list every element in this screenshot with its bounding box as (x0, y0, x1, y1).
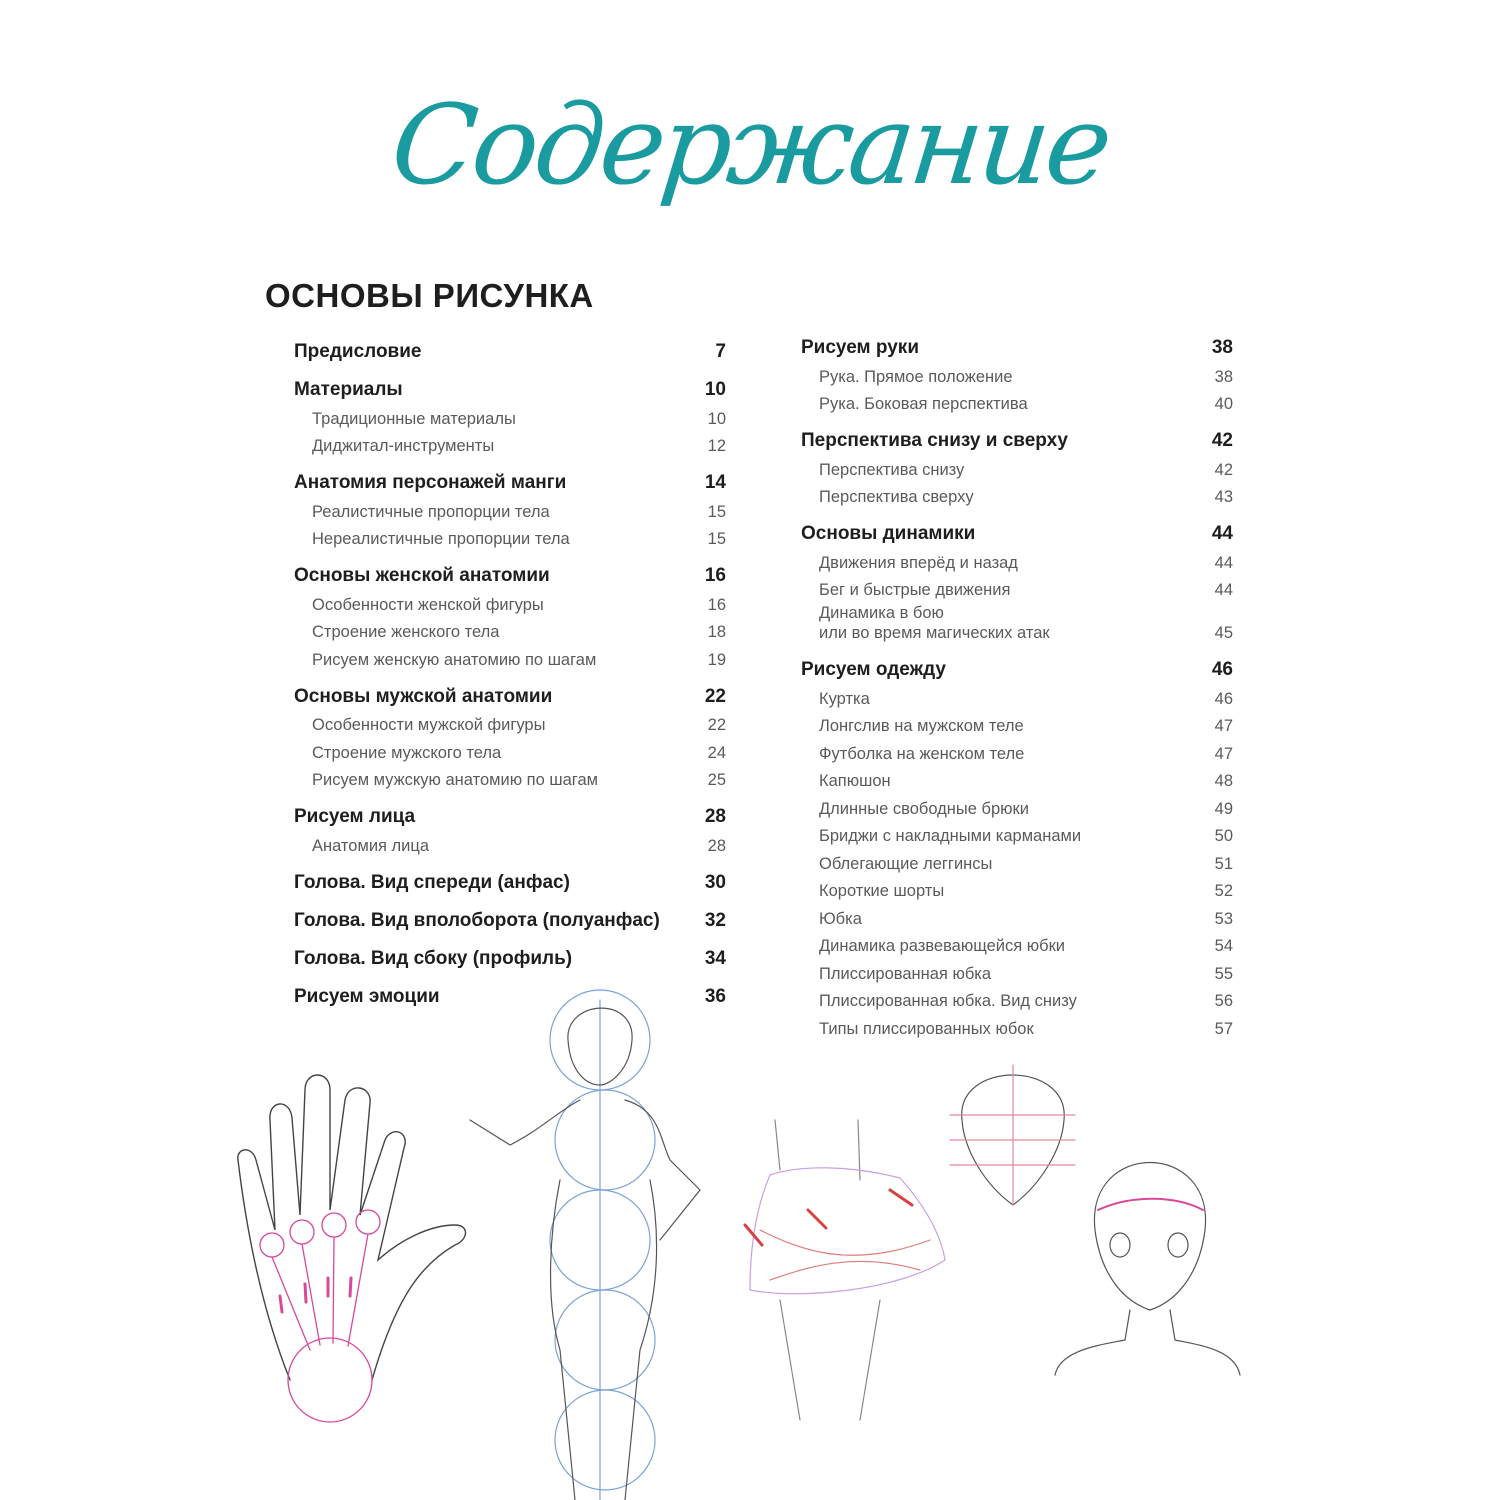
subsection-page: 16 (707, 595, 726, 614)
subsection-title: Бег и быстрые движения (819, 581, 1011, 599)
chapter-page: 7 (715, 341, 726, 362)
subsection-title: Плиссированная юбка. Вид снизу (819, 992, 1077, 1010)
subsection-title: Типы плиссированных юбок (819, 1019, 1034, 1038)
chapter-page: 32 (704, 909, 726, 931)
subsection-page: 44 (1214, 581, 1233, 599)
subsection-page: 15 (707, 530, 726, 548)
subsection-title: Рука. Прямое положение (819, 367, 1013, 386)
subsection-title: Рисуем женскую анатомию по шагам (312, 650, 597, 669)
head-girl-sketch (1055, 1163, 1240, 1376)
chapter-title: Предисловие (294, 341, 422, 362)
chapter-page: 34 (704, 947, 726, 969)
subsection-title: Капюшон (819, 772, 891, 790)
chapter-page: 16 (704, 565, 726, 586)
subsection-page: 42 (1214, 460, 1233, 479)
chapter-page: 22 (704, 685, 726, 707)
subsection-page: 47 (1214, 717, 1233, 735)
hand-sketch (238, 1075, 466, 1380)
chapter-title: Рисуем руки (801, 337, 919, 358)
head-front-sketch (950, 1065, 1075, 1205)
subsection-title: Рисуем мужскую анатомию по шагам (312, 771, 598, 789)
subsection-page: 38 (1214, 367, 1233, 386)
chapter-page: 10 (704, 379, 726, 400)
subsection-page: 44 (1214, 553, 1233, 572)
subsection-title: Движения вперёд и назад (819, 553, 1018, 572)
subsection-title: Футболка на женском теле (819, 744, 1025, 763)
chapter-page: 28 (704, 806, 726, 827)
subsection-page: 25 (707, 771, 726, 789)
subsection-page: 51 (1214, 854, 1233, 873)
chapter-page: 38 (1211, 337, 1233, 358)
subsection-title: Особенности женской фигуры (312, 595, 544, 614)
chapter-page: 42 (1211, 430, 1233, 451)
subsection-page: 28 (707, 836, 726, 855)
subsection-title: Строение мужского тела (312, 743, 502, 762)
subsection-page: 40 (1214, 395, 1233, 413)
chapter-title: Голова. Вид вполоборота (полуанфас) (294, 909, 660, 931)
subsection-page: 52 (1214, 882, 1233, 900)
subsection-title: Нереалистичные пропорции тела (312, 530, 570, 548)
chapter-title: Рисуем одежду (801, 659, 946, 680)
chapter-title: Материалы (294, 379, 403, 400)
subsection-page: 18 (707, 623, 726, 641)
subsection-page: 12 (707, 437, 726, 455)
subsection-title: Облегающие леггинсы (819, 854, 993, 873)
chapter-page: 44 (1211, 523, 1233, 544)
subsection-title: Длинные свободные брюки (819, 799, 1029, 818)
subsection-page: 24 (707, 743, 726, 762)
chapter-title: Голова. Вид сбоку (профиль) (294, 947, 573, 969)
subsection-page: 48 (1214, 772, 1233, 790)
subsection-title: Рука. Боковая перспектива (819, 395, 1028, 413)
subsection-page: 55 (1214, 964, 1233, 983)
subsection-title: Особенности мужской фигуры (312, 716, 546, 734)
subsection-title: Реалистичные пропорции тела (312, 502, 550, 521)
subsection-page: 54 (1214, 937, 1233, 955)
page-title: Содержание (385, 81, 1115, 209)
chapter-title: Рисуем эмоции (294, 985, 440, 1007)
chapter-title: Анатомия персонажей манги (294, 472, 567, 493)
subsection-title: Перспектива сверху (819, 488, 974, 506)
subsection-title: Перспектива снизу (819, 460, 965, 479)
subsection-title: Лонгслив на мужском теле (819, 717, 1024, 735)
body-outline (470, 1008, 700, 1500)
subsection-page: 10 (707, 409, 726, 428)
chapter-page: 14 (704, 472, 726, 493)
subsection-title: Динамика в бою или во время магических атак (819, 604, 1050, 642)
chapter-title: Основы женской анатомии (294, 565, 550, 586)
subsection-page: 22 (707, 716, 726, 734)
subsection-page: 19 (707, 650, 726, 669)
subsection-title: Бриджи с накладными карманами (819, 827, 1082, 845)
body-sketch (550, 990, 655, 1500)
subsection-title: Анатомия лица (312, 836, 430, 855)
chapter-title: Голова. Вид спереди (анфас) (294, 871, 570, 893)
subsection-title: Традиционные материалы (312, 409, 516, 428)
subsection-title: Строение женского тела (312, 623, 500, 641)
subsection-page: 45 (1214, 624, 1233, 642)
subsection-title: Диджитал-инструменты (312, 437, 495, 455)
chapter-title: Перспектива снизу и сверху (801, 430, 1068, 451)
skirt-sketch (745, 1120, 945, 1420)
subsection-page: 56 (1214, 992, 1233, 1010)
chapter-page: 36 (704, 985, 726, 1007)
chapter-page: 46 (1211, 659, 1233, 680)
subsection-title: Куртка (819, 689, 870, 708)
chapter-title: Рисуем лица (294, 806, 416, 827)
subsection-page: 47 (1214, 744, 1233, 763)
section-title: ОСНОВЫ РИСУНКА (265, 277, 594, 314)
subsection-page: 15 (707, 502, 726, 521)
subsection-page: 57 (1214, 1019, 1233, 1038)
subsection-title: Плиссированная юбка (819, 964, 992, 983)
subsection-page: 43 (1214, 488, 1233, 506)
subsection-page: 49 (1214, 799, 1233, 818)
subsection-title: Короткие шорты (819, 882, 945, 900)
subsection-title: Динамика развевающейся юбки (819, 937, 1066, 955)
chapter-page: 30 (704, 871, 726, 893)
subsection-page: 46 (1214, 689, 1233, 708)
chapter-title: Основы мужской анатомии (294, 685, 553, 707)
subsection-title: Юбка (819, 909, 862, 928)
chapter-title: Основы динамики (801, 523, 976, 544)
hand-guides (260, 1210, 380, 1422)
subsection-page: 53 (1214, 909, 1233, 928)
subsection-page: 50 (1214, 827, 1233, 845)
